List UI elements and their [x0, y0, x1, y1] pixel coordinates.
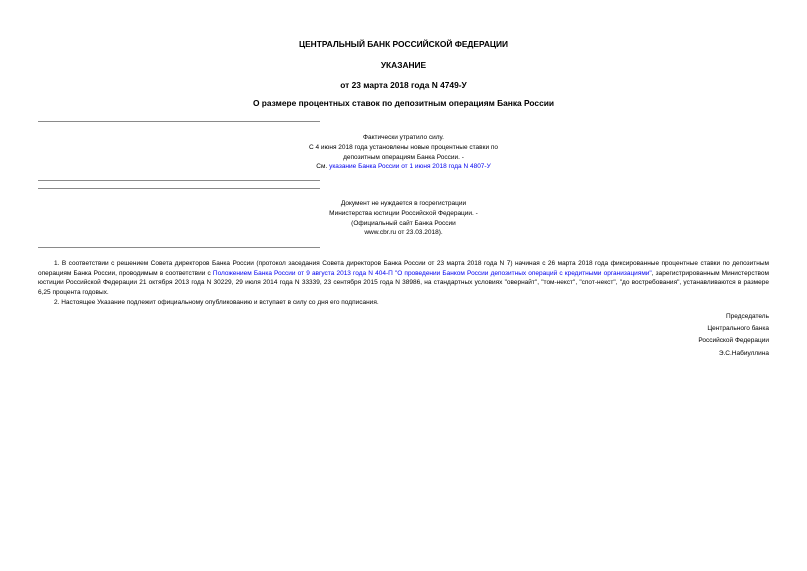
registration-note [160, 199, 647, 238]
paragraph-1 [38, 259, 769, 297]
registration-note-line: Документ не нуждается в госрегистрации [340, 200, 467, 207]
status-note-line: Фактически утратило силу. [363, 134, 444, 141]
status-note-line: С 4 июня 2018 года установлены новые процентные ставки по [308, 143, 499, 151]
signatory-name: Э.С.Набиуллина [718, 349, 769, 357]
registration-note-line: (Официальный сайт Банка России [351, 219, 456, 227]
signature-title: Центрального банка [707, 325, 769, 333]
document-date-number: от 23 марта 2018 года N 4749-У [340, 80, 467, 90]
status-note-prefix: См. [316, 163, 330, 171]
superseding-decree-link[interactable]: указание Банка России от 1 июня 2018 года N 4807-У [329, 163, 491, 171]
regulation-404p-link[interactable]: Положением Банка России от 9 августа 2013 года N 404-П "О проведении Банком России депозитных операций с кредитными организациями" [212, 269, 652, 277]
paragraph-2: 2. Настоящее Указание подлежит официальному опубликованию и вступает в силу со дня его подписания. [54, 299, 379, 306]
divider-line [38, 188, 320, 189]
divider-line [38, 180, 320, 181]
status-note-line: депозитным операциям Банка России. - [343, 153, 464, 161]
document-type-heading: УКАЗАНИЕ [380, 60, 427, 70]
status-note-line [160, 162, 647, 172]
registration-note-line: www.cbr.ru от 23.03.2018). [364, 229, 443, 237]
paragraph-1-text: 1. В соответствии с решением Совета директоров Банка России (протокол заседания Совета директоров Банка России от 23 марта 2018 года N 7) начиная с 26 марта 2018 года фиксированные процентные ставки по депозитным операциям Банка России, проводимым в соответствии с [38, 260, 769, 277]
divider-line [38, 121, 320, 122]
signature-title: Председатель [725, 313, 769, 320]
registration-note-line: Министерства юстиции Российской Федерации. - [329, 209, 478, 217]
divider-line [38, 247, 320, 248]
document-subject: О размере процентных ставок по депозитным операциям Банка России [252, 98, 555, 108]
organization-heading: ЦЕНТРАЛЬНЫЙ БАНК РОССИЙСКОЙ ФЕДЕРАЦИИ [298, 39, 509, 49]
status-note [160, 133, 647, 172]
signature-block [698, 311, 769, 360]
paragraph-1-text-cont: , зарегистрированным Министерством юстиции Российской Федерации 21 октября 2013 года N 30229, 29 июля 2014 года N 33339, 23 сентября 2015 года N 38986, на стандартных условиях "овернайт", "том-некст", "спот-некст", "до востребования", устанавливаются в размере 6,25 процента годовых. [38, 269, 770, 296]
signature-title: Российской Федерации [698, 337, 769, 345]
